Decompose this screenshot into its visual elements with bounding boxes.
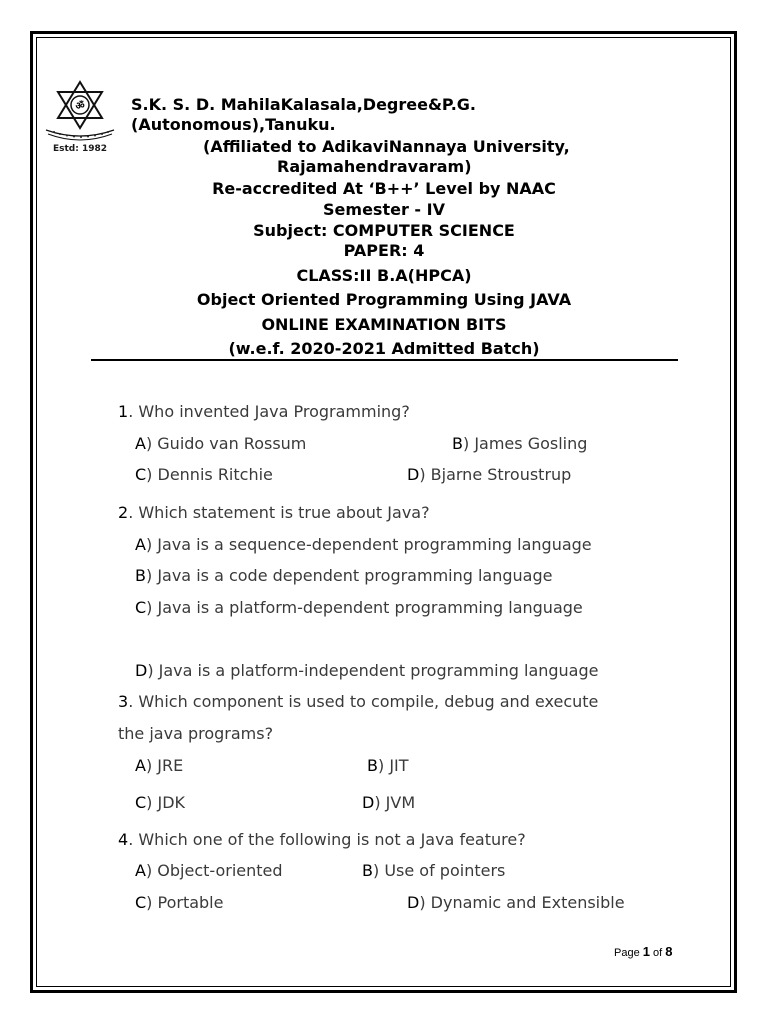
q4-option-a: A) Object-oriented [135,861,283,880]
affiliation-city: Rajamahendravaram) [277,157,472,176]
q3-option-d: D) JVM [362,793,416,812]
question-number: 1 [118,402,129,421]
q3-option-a: A) JRE [135,756,184,775]
q1-option-d: D) Bjarne Stroustrup [407,465,572,484]
affiliation-line: (Affiliated to AdikaviNannaya University, [203,137,570,156]
semester-line: Semester - IV [323,200,445,219]
question-text: . Which one of the following is not a Java feature? [128,830,526,849]
svg-text:ॐ: ॐ [75,101,85,112]
college-logo [40,78,120,150]
batch-line: (w.e.f. 2020-2021 Admitted Batch) [228,339,540,358]
question-3 [118,692,598,712]
question-3-continued: the java programs? [118,724,274,743]
q2-option-a: A) Java is a sequence-dependent programming language [135,535,592,554]
page-number: Page 1 of 8 [614,944,673,959]
class-line: CLASS:II B.A(HPCA) [296,266,472,285]
question-text: . Who invented Java Programming? [128,402,410,421]
question-text: . Which component is used to compile, debug and execute [128,692,599,711]
question-number: 2 [118,503,129,522]
question-text: . Which statement is true about Java? [128,503,430,522]
q1-option-a: A) Guido van Rossum [135,434,307,453]
q1-option-c: C) Dennis Ritchie [135,465,273,484]
exam-title: ONLINE EXAMINATION BITS [261,315,507,334]
header-divider [91,359,678,361]
subject-line: Subject: COMPUTER SCIENCE [253,221,515,240]
college-name: S.K. S. D. MahilaKalasala,Degree&P.G. [131,95,476,114]
q4-option-b: B) Use of pointers [362,861,506,880]
logo-established-caption: Estd: 1982 [53,144,108,154]
q3-option-c: C) JDK [135,793,186,812]
q2-option-d: D) Java is a platform-independent programming language [135,661,599,680]
q4-option-c: C) Portable [135,893,224,912]
question-1 [118,402,410,422]
q1-option-b: B) James Gosling [452,434,588,453]
q3-option-b: B) JIT [367,756,409,775]
question-number: 3 [118,692,129,711]
paper-line: PAPER: 4 [343,241,425,260]
q4-option-d: D) Dynamic and Extensible [407,893,625,912]
q2-option-b: B) Java is a code dependent programming language [135,566,553,585]
course-title: Object Oriented Programming Using JAVA [196,290,572,309]
accreditation-line: Re-accredited At ‘B++’ Level by NAAC [212,179,556,198]
question-4 [118,830,526,850]
question-2 [118,503,430,523]
college-status: (Autonomous),Tanuku. [131,115,336,134]
question-number: 4 [118,830,129,849]
q2-option-c: C) Java is a platform-dependent programming language [135,598,583,617]
